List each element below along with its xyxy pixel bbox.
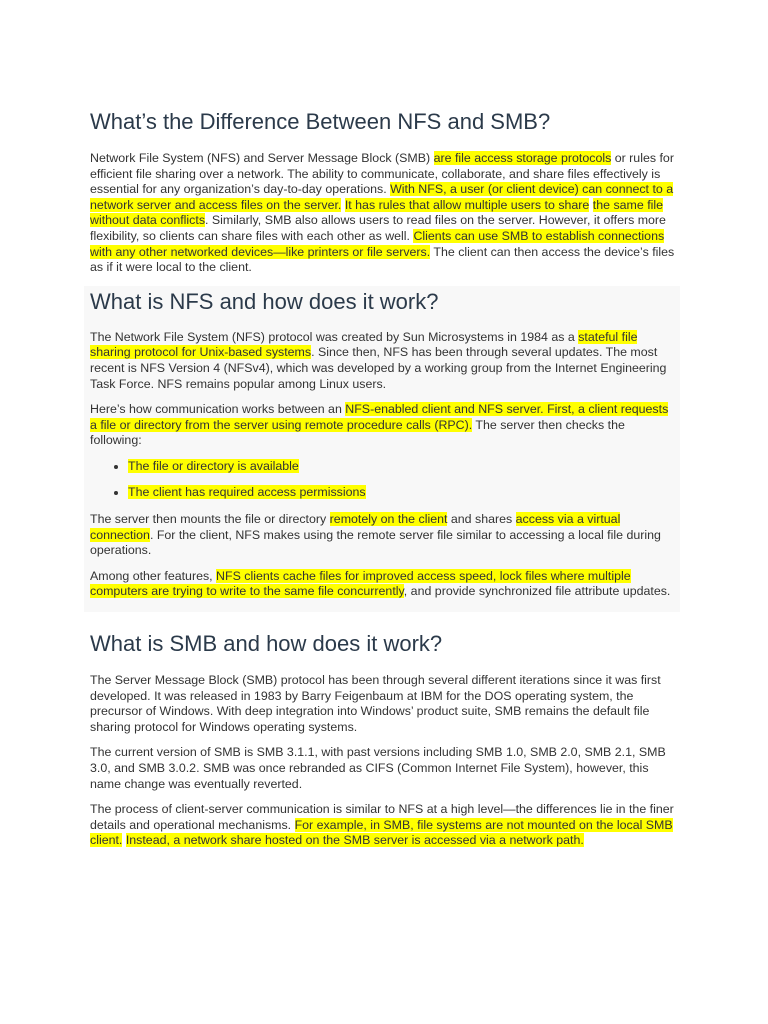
highlighted-text: are file access storage protocols xyxy=(433,151,612,165)
highlighted-text: the same file without data conflicts xyxy=(90,197,664,228)
text-run: The Network File System (NFS) protocol was created by Sun Microsystems in 1984 as a xyxy=(90,329,579,344)
text-run: Among other features, xyxy=(90,568,217,583)
nfs-checks-list xyxy=(90,459,674,500)
text-run: The Server Message Block (SMB) protocol has been through several different iterations since it was first developed. It was released in 1983 by Barry Feigenbaum at IBM for the DOS operating system, the precursor of Windows. With deep integration into Windows’ product suite, SMB remains the default file sharing protocol for Windows operating systems. xyxy=(90,673,661,734)
text-run: The current version of SMB is SMB 3.1.1, with past versions including SMB 1.0, SMB 2.0, SMB 2.1, SMB 3.0, and SMB 3.0.2. SMB was once rebranded as CIFS (Common Internet File System), however, this name change was eventually reverted. xyxy=(90,745,666,791)
paragraph-nfs-mount xyxy=(90,512,674,559)
highlighted-text: It has rules that allow multiple users to share xyxy=(344,197,590,212)
text-run: or rules for efficient file sharing over a network. The ability to communicate, collaborate, and share files effectively is essential for any organization’s day-to-day operations. xyxy=(90,151,674,197)
highlighted-text: With NFS, a user (or client device) can connect to a network server and access files on the server. xyxy=(90,182,674,212)
text-run: The server then mounts the file or directory xyxy=(90,512,330,527)
text-run: Network File System (NFS) and Server Message Block (SMB) xyxy=(90,151,434,165)
highlighted-text: stateful file sharing protocol for Unix-based systems xyxy=(90,329,638,360)
text-run: . Similarly, SMB also allows users to read files on the server. However, it offers more flexibility, so clients can share files with each other as well. xyxy=(90,213,666,243)
paragraph-nfs-features xyxy=(90,569,674,600)
highlighted-text: Instead, a network share hosted on the SMB server is accessed via a network path. xyxy=(125,833,584,848)
text-run: . Since then, NFS has been through several updates. The most recent is NFS Version 4 (NFSv4), which was developed by a working group from the Internet Engineering Task Force. NFS remains popular among Linux users. xyxy=(90,345,667,391)
text-run: The process of client-server communication is similar to NFS at a high level—the differences lie in the finer details and operational mechanisms. xyxy=(90,802,674,832)
text-run: The client can then access the device’s files as if it were local to the client. xyxy=(90,244,675,275)
text-run: Here’s how communication works between an xyxy=(90,402,346,417)
paragraph-nfs-communication xyxy=(90,402,674,449)
nfs-section xyxy=(84,286,680,612)
highlighted-text: NFS clients cache files for improved access speed, lock files where multiple computers are trying to write to the same file concurrently xyxy=(90,568,631,599)
text-run: , and provide synchronized file attribute updates. xyxy=(403,584,671,599)
paragraph-smb-history xyxy=(90,673,680,735)
highlighted-text: Clients can use SMB to establish connections with any other networked devices—like printers or file servers. xyxy=(90,228,665,259)
list-item-text: The file or directory is available xyxy=(128,458,299,473)
text-run: and shares xyxy=(447,512,516,527)
text-run: . For the client, NFS makes using the remote server file similar to accessing a local file during operations. xyxy=(90,527,661,558)
paragraph-difference-intro xyxy=(90,151,680,276)
document-content xyxy=(90,108,680,859)
section-title-nfs: What is NFS and how does it work? xyxy=(90,288,439,314)
highlighted-text: For example, in SMB, file systems are not mounted on the local SMB client. xyxy=(90,817,673,848)
paragraph-smb-process xyxy=(90,802,680,849)
section-title-difference: What’s the Difference Between NFS and SMB? xyxy=(90,109,551,134)
section-title-smb: What is SMB and how does it work? xyxy=(90,631,443,657)
list-item xyxy=(128,485,674,501)
paragraph-nfs-history xyxy=(90,330,674,392)
list-item-text: The client has required access permissions xyxy=(128,484,366,499)
text-run: The server then checks the following: xyxy=(90,417,625,448)
highlighted-text: NFS-enabled client and NFS server. First, a client requests a file or directory from the server using remote procedure calls (RPC). xyxy=(90,402,669,432)
paragraph-smb-versions xyxy=(90,745,680,792)
list-item xyxy=(128,459,674,475)
highlighted-text: remotely on the client xyxy=(329,512,448,527)
highlighted-text: access via a virtual connection xyxy=(90,512,621,542)
